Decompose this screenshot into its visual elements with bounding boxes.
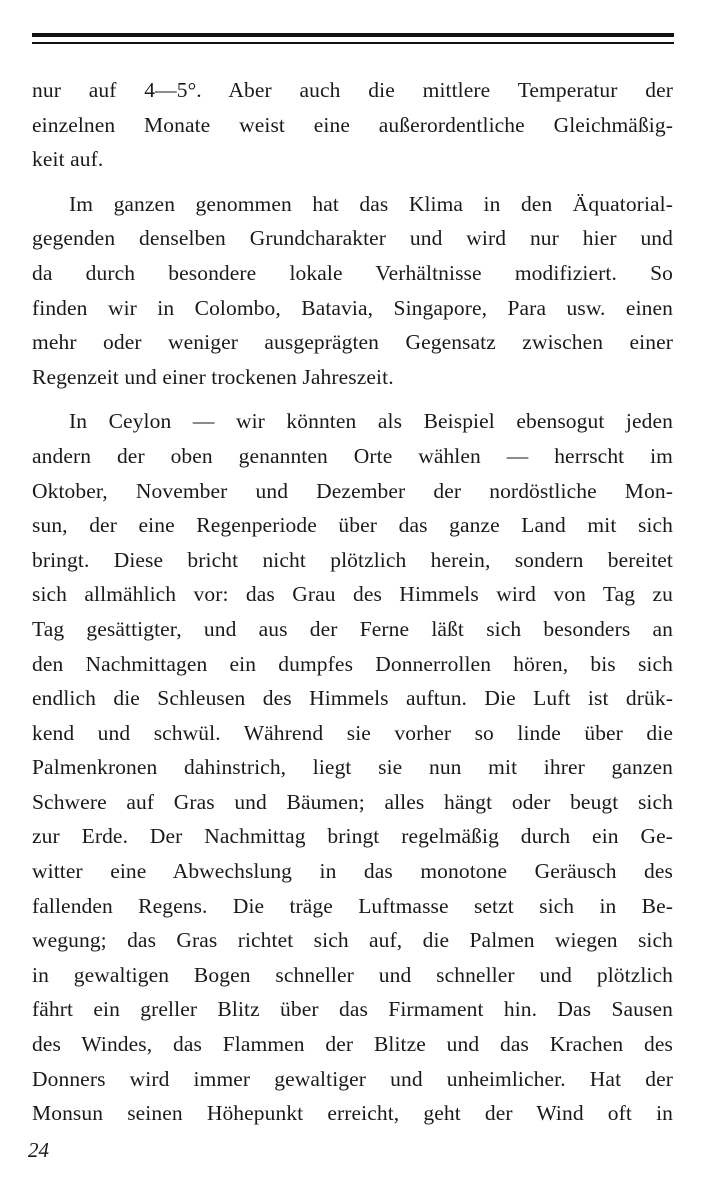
text-line: Regenzeit und einer trockenen Jahreszeit. — [32, 364, 394, 389]
text-line: andern der oben genannten Orte wählen — herrscht im — [32, 443, 673, 468]
paragraph — [32, 73, 673, 177]
paragraph — [32, 187, 673, 395]
text-line: des Windes, das Flammen der Blitze und das Krachen des — [32, 1032, 673, 1057]
text-line: kend und schwül. Während sie vorher so linde über die — [32, 720, 673, 745]
text-line: Monsun seinen Höhepunkt erreicht, geht der Wind oft in — [32, 1101, 673, 1126]
text-line: fallenden Regens. Die träge Luftmasse setzt sich in Be- — [32, 893, 673, 918]
text-line: Schwere auf Gras und Bäumen; alles hängt oder beugt sich — [32, 789, 673, 814]
text-line: fährt ein greller Blitz über das Firmament hin. Das Sausen — [32, 997, 673, 1022]
paragraph-gap — [32, 394, 673, 404]
text-line: Donners wird immer gewaltiger und unheimlicher. Hat der — [32, 1066, 673, 1091]
page-number: 24 — [28, 1138, 49, 1162]
text-line: Palmenkronen dahinstrich, liegt sie nun mit ihrer ganzen — [32, 755, 673, 780]
text-line: In Ceylon — wir könnten als Beispiel ebensogut jeden — [69, 409, 673, 434]
text-line: witter eine Abwechslung in das monotone Geräusch des — [32, 859, 673, 884]
header-rule-thick — [32, 33, 674, 37]
text-line: Oktober, November und Dezember der nordöstliche Mon- — [32, 478, 673, 503]
text-line: zur Erde. Der Nachmittag bringt regelmäßig durch ein Ge- — [32, 824, 673, 849]
text-line: Im ganzen genommen hat das Klima in den Äquatorial- — [69, 191, 673, 216]
text-line: sun, der eine Regenperiode über das ganze Land mit sich — [32, 513, 673, 538]
text-line: bringt. Diese bricht nicht plötzlich herein, sondern bereitet — [32, 547, 673, 572]
text-line: einzelnen Monate weist eine außerordentliche Gleichmäßig- — [32, 112, 673, 137]
paragraph — [32, 404, 673, 1130]
text-line: mehr oder weniger ausgeprägten Gegensatz zwischen einer — [32, 330, 673, 355]
text-line: in gewaltigen Bogen schneller und schneller und plötzlich — [32, 962, 673, 987]
header-rule-thin — [32, 42, 674, 44]
text-line: Tag gesättigter, und aus der Ferne läßt sich besonders an — [32, 616, 673, 641]
text-line: gegenden denselben Grundcharakter und wird nur hier und — [32, 226, 673, 251]
text-line: den Nachmittagen ein dumpfes Donnerrollen hören, bis sich — [32, 651, 673, 676]
text-line: keit auf. — [32, 147, 104, 172]
text-line: da durch besondere lokale Verhältnisse modifiziert. So — [32, 260, 673, 285]
body-text — [32, 73, 673, 1131]
text-line: wegung; das Gras richtet sich auf, die Palmen wiegen sich — [32, 928, 673, 953]
text-line: sich allmählich vor: das Grau des Himmels wird von Tag zu — [32, 582, 673, 607]
paragraph-gap — [32, 177, 673, 187]
text-line: finden wir in Colombo, Batavia, Singapore, Para usw. einen — [32, 295, 673, 320]
text-line: endlich die Schleusen des Himmels auftun. Die Luft ist drük- — [32, 686, 673, 711]
text-line: nur auf 4—5°. Aber auch die mittlere Temperatur der — [32, 78, 673, 102]
